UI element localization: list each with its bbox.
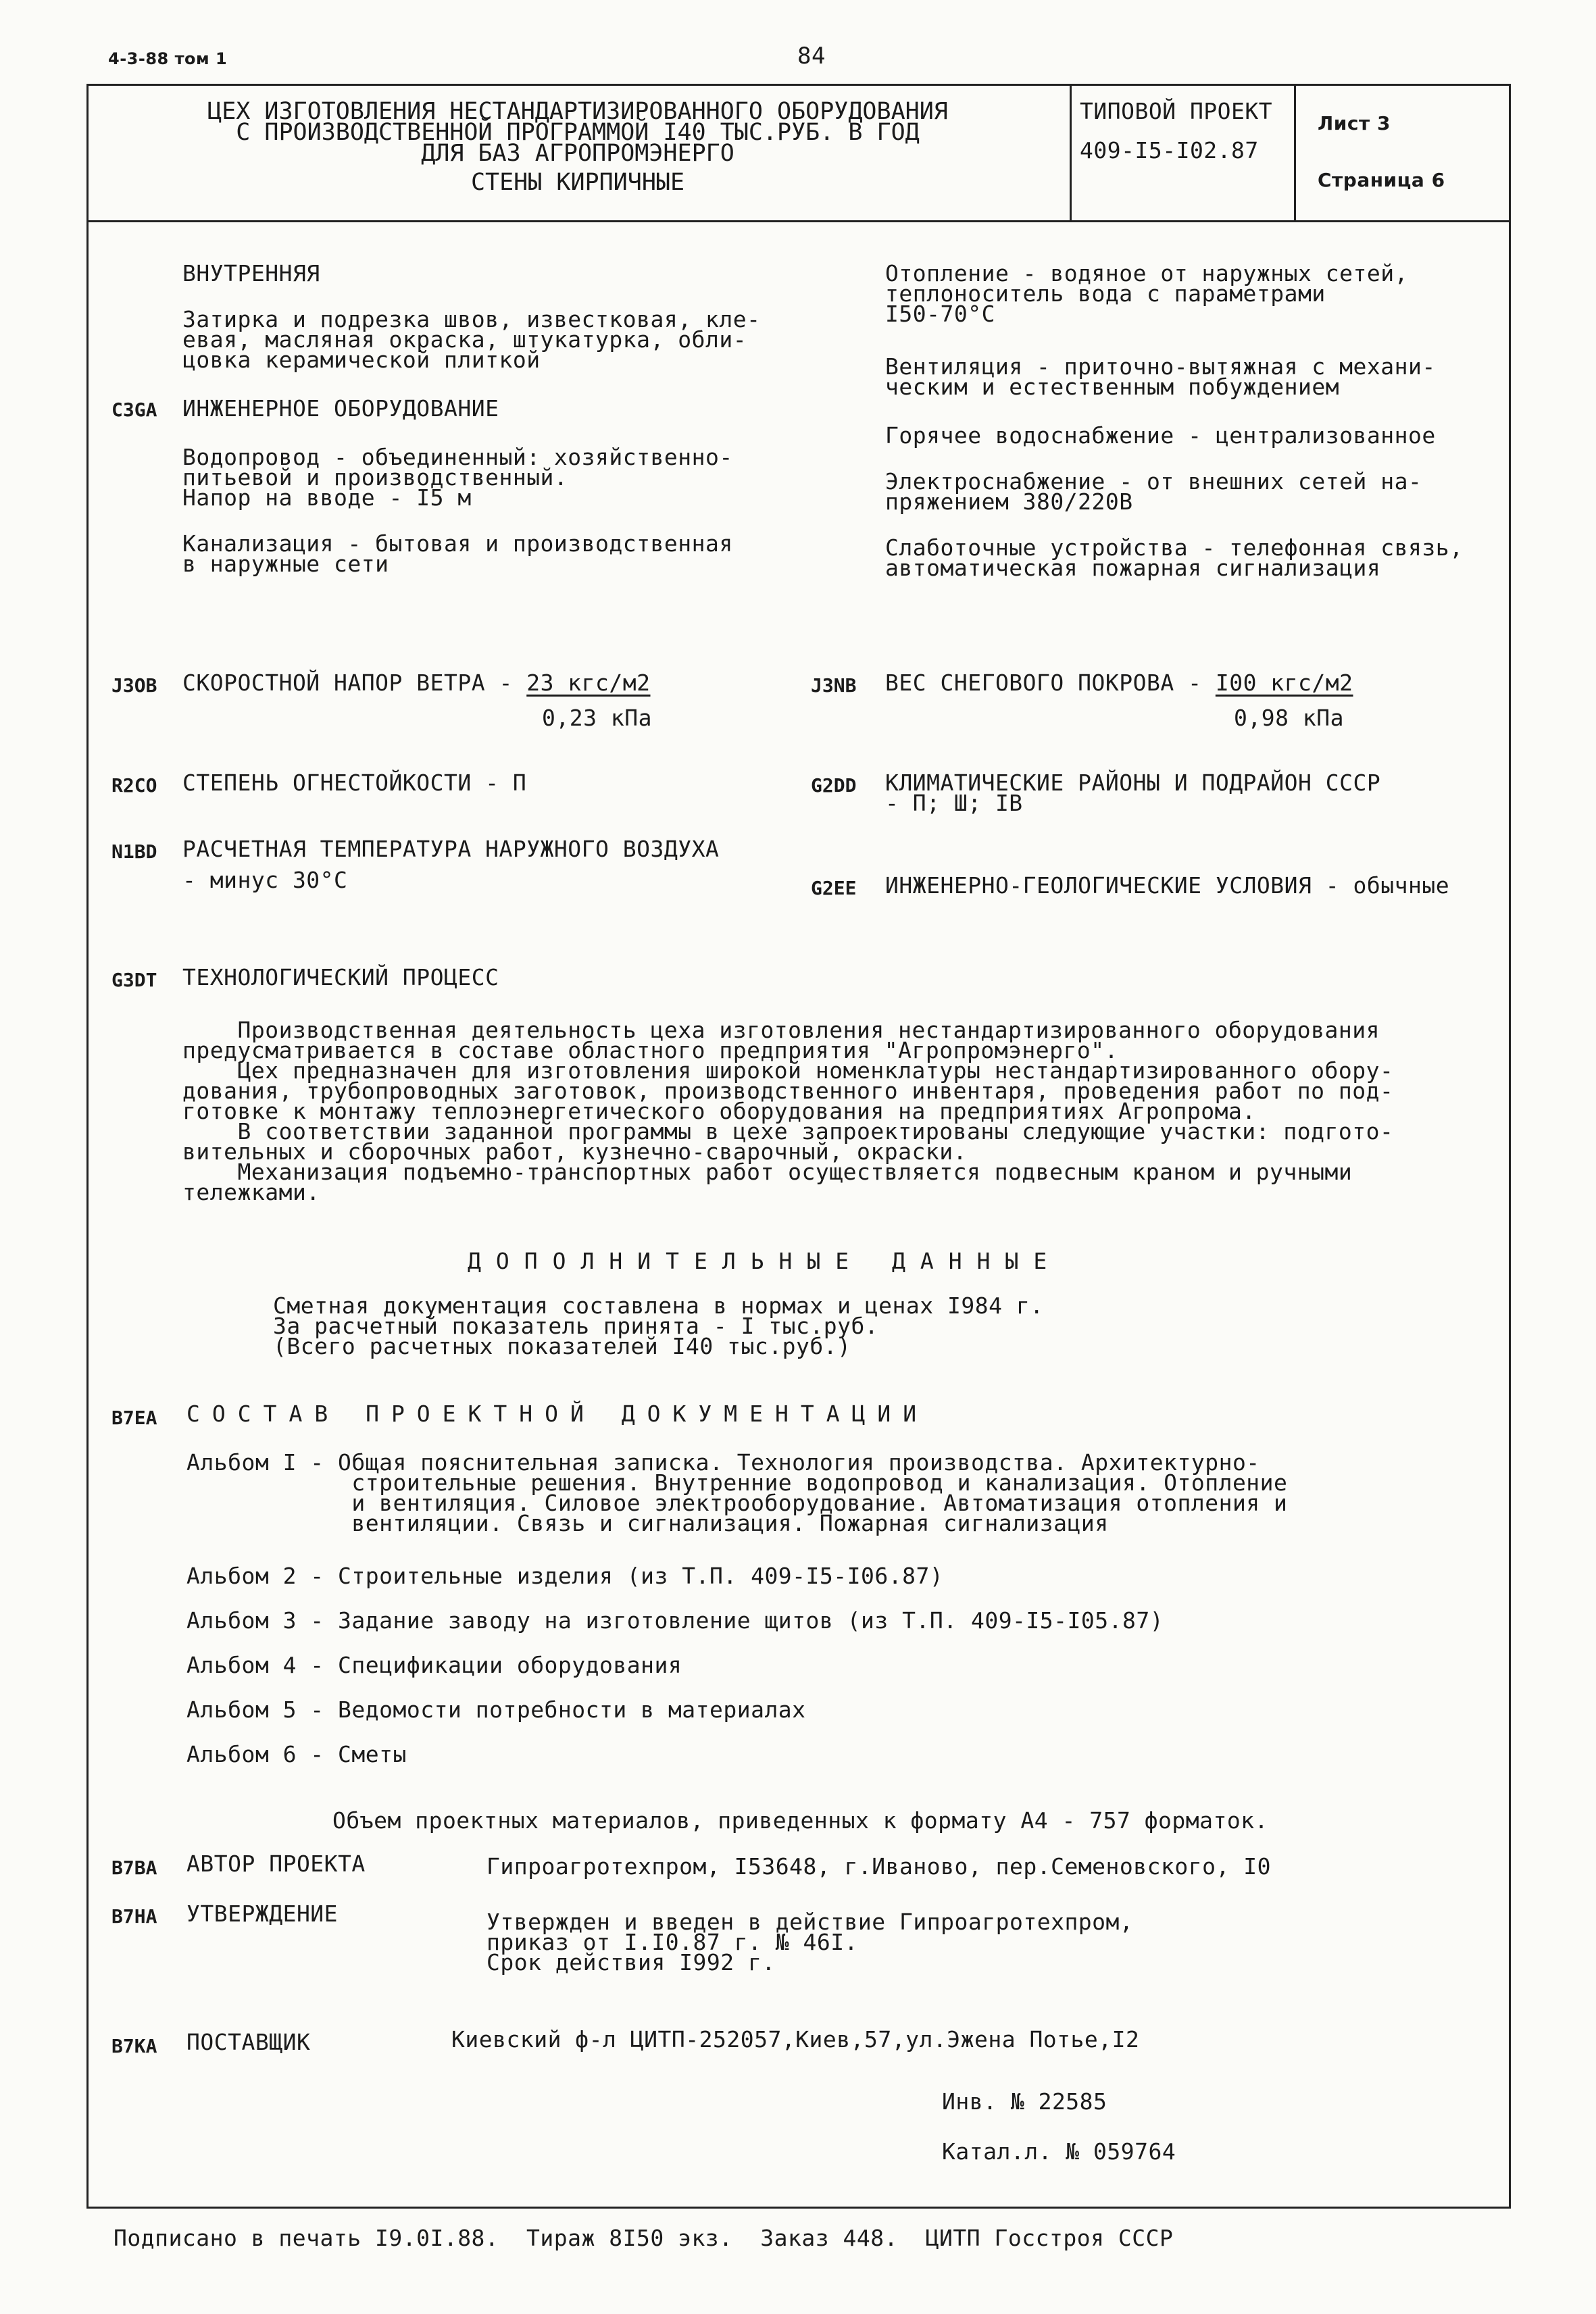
approval-line-2: приказ от I.I0.87 г. № 46I.: [487, 1929, 858, 1955]
snow-code: J3NB: [811, 674, 857, 697]
album-1-line-1: Альбом I - Общая пояснительная записка. Технология производства. Архитектурно-: [186, 1449, 1260, 1476]
frame-divider-2: [1294, 84, 1296, 222]
sewer-line-2: в наружные сети: [182, 551, 389, 577]
sewer-text: [182, 530, 733, 577]
snow-row: [885, 670, 1353, 696]
frame-bottom: [86, 2207, 1511, 2209]
approval-label: УТВЕРЖДЕНИЕ: [186, 1901, 339, 1927]
hot-water-text: Горячее водоснабжение - централизованное: [885, 422, 1436, 449]
process-line-4: дования, трубопроводных заготовок, производственного инвентаря, проведения работ по под-: [182, 1078, 1394, 1104]
internal-line-2: евая, масляная окраска, штукатурка, обли-: [182, 326, 747, 353]
catalog-number: Катал.л. № 059764: [942, 2138, 1176, 2165]
heating-line-2: теплоноситель вода с параметрами: [885, 280, 1326, 307]
eng-heading: ИНЖЕНЕРНОЕ ОБОРУДОВАНИЕ: [182, 395, 499, 422]
approval-text: [487, 1909, 1134, 1976]
temp-code: N1BD: [111, 840, 157, 863]
heating-line-1: Отопление - водяное от наружных сетей,: [885, 260, 1408, 286]
album-1: [186, 1449, 1288, 1536]
title-line-1: ЦЕХ ИЗГОТОВЛЕНИЯ НЕСТАНДАРТИЗИРОВАННОГО ОБОРУДОВАНИЯ: [207, 98, 948, 125]
supplier-code: B7KA: [111, 2035, 157, 2057]
document-ref: 4-3-88 том 1: [108, 49, 228, 68]
album-5: Альбом 5 - Ведомости потребности в материалах: [186, 1696, 806, 1723]
climate-line-1: КЛИМАТИЧЕСКИЕ РАЙОНЫ И ПОДРАЙОН СССР: [885, 770, 1381, 796]
composition-code: B7EA: [111, 1407, 157, 1429]
frame-top: [86, 84, 1511, 86]
power-line-1: Электроснабжение - от внешних сетей на-: [885, 468, 1422, 495]
page-number: 84: [797, 43, 826, 70]
frame-divider-1: [1070, 84, 1072, 222]
temp-text: [182, 836, 720, 893]
frame-left: [86, 84, 89, 2209]
lowcurrent-text: [885, 534, 1464, 581]
process-code: G3DT: [111, 969, 157, 991]
title-line-4: СТЕНЫ КИРПИЧНЫЕ: [470, 169, 685, 196]
project-label: ТИПОВОЙ ПРОЕКТ: [1080, 98, 1273, 124]
page-label: Страница 6: [1318, 169, 1445, 191]
wind-value: 23 кгс/м2: [526, 670, 651, 696]
temp-line-1: РАСЧЕТНАЯ ТЕМПЕРАТУРА НАРУЖНОГО ВОЗДУХА: [182, 836, 720, 862]
sheet-number: Лист 3: [1318, 112, 1391, 134]
temp-line-2: - минус 30°С: [182, 867, 348, 893]
supplier-text: Киевский ф-л ЦИТП-252057,Киев,57,ул.Эжена Потье,I2: [451, 2026, 1140, 2053]
climate-line-2: - П; Ш; IВ: [885, 790, 1023, 816]
supplier-label: ПОСТАВЩИК: [186, 2029, 311, 2055]
additional-line-3: (Всего расчетных показателей I40 тыс.руб.): [273, 1333, 851, 1359]
title-line-2: С ПРОИЗВОДСТВЕННОЙ ПРОГРАММОЙ I40 ТЫС.РУБ. В ГОД: [236, 119, 920, 146]
project-number: 409-I5-I02.87: [1080, 137, 1259, 164]
heating-line-3: I50-70°С: [885, 301, 995, 327]
wind-label: СКОРОСТНОЙ НАПОР ВЕТРА -: [182, 670, 527, 696]
wind-row: [182, 670, 651, 696]
eng-code: C3GA: [111, 399, 157, 421]
water-text: [182, 444, 733, 511]
frame-header-bottom: [86, 220, 1511, 222]
album-1-line-3: и вентиляция. Силовое электрооборудование. Автоматизация отопления и: [186, 1490, 1288, 1516]
fire-code: R2CO: [111, 774, 157, 797]
volume-text: Объем проектных материалов, приведенных к формату А4 - 757 форматок.: [332, 1807, 1269, 1834]
approval-line-3: Срок действия I992 г.: [487, 1949, 776, 1976]
climate-code: G2DD: [811, 774, 857, 797]
process-line-8: Механизация подъемно-транспортных работ осуществляется подвесным краном и ручными: [182, 1159, 1353, 1185]
water-line-3: Напор на вводе - I5 м: [182, 484, 472, 511]
title-line-3: ДЛЯ БАЗ АГРОПРОМЭНЕРГО: [421, 140, 734, 167]
heating-text: [885, 260, 1408, 327]
approval-line-1: Утвержден и введен в действие Гипроагротехпром,: [487, 1909, 1134, 1935]
process-line-3: Цех предназначен для изготовления широкой номенклатуры нестандартизированного обору-: [182, 1057, 1394, 1084]
lowcurrent-line-2: автоматическая пожарная сигнализация: [885, 555, 1381, 581]
fire-text: СТЕПЕНЬ ОГНЕСТОЙКОСТИ - П: [182, 770, 527, 796]
snow-label: ВЕС СНЕГОВОГО ПОКРОВА -: [885, 670, 1216, 696]
album-1-line-4: вентиляции. Связь и сигнализация. Пожарная сигнализация: [186, 1510, 1109, 1536]
print-footer: Подписано в печать I9.0I.88. Тираж 8I50 экз. Заказ 448. ЦИТП Госстроя СССР: [114, 2225, 1174, 2251]
process-line-2: предусматривается в составе областного предприятия "Агропромэнерго".: [182, 1037, 1119, 1063]
process-line-1: Производственная деятельность цеха изготовления нестандартизированного оборудования: [182, 1017, 1380, 1043]
composition-heading: СОСТАВ ПРОЕКТНОЙ ДОКУМЕНТАЦИИ: [186, 1401, 929, 1427]
title-block: [95, 98, 1061, 196]
internal-heading: ВНУТРЕННЯЯ: [182, 260, 320, 286]
additional-text: [273, 1292, 1044, 1359]
ventilation-text: [885, 353, 1436, 400]
power-line-2: пряжением 380/220В: [885, 488, 1133, 515]
album-2: Альбом 2 - Строительные изделия (из Т.П. 409-I5-I06.87): [186, 1563, 944, 1589]
inventory-number: Инв. № 22585: [942, 2088, 1107, 2115]
process-line-6: В соответствии заданной программы в цехе запроектированы следующие участки: подгото-: [182, 1118, 1394, 1145]
approval-code: B7HA: [111, 1905, 157, 1928]
water-line-2: питьевой и производственный.: [182, 464, 568, 491]
process-paragraph: [182, 1017, 1466, 1205]
author-code: B7BA: [111, 1857, 157, 1879]
author-label: АВТОР ПРОЕКТА: [186, 1851, 366, 1877]
water-line-1: Водопровод - объединенный: хозяйственно-: [182, 444, 733, 470]
album-1-line-2: строительные решения. Внутренние водопровод и канализация. Отопление: [186, 1469, 1288, 1496]
wind-kpa: 0,23 кПа: [542, 705, 652, 731]
power-text: [885, 468, 1422, 515]
snow-kpa: 0,98 кПа: [1234, 705, 1344, 731]
additional-heading: ДОПОЛНИТЕЛЬНЫЕ ДАННЫЕ: [468, 1248, 1062, 1274]
ventilation-line-2: ческим и естественным побуждением: [885, 374, 1340, 400]
process-line-9: тележками.: [182, 1179, 320, 1205]
process-line-7: вительных и сборочных работ, кузнечно-сварочный, окраски.: [182, 1138, 967, 1165]
process-heading: ТЕХНОЛОГИЧЕСКИЙ ПРОЦЕСС: [182, 964, 499, 990]
album-6: Альбом 6 - Сметы: [186, 1741, 407, 1767]
frame-right: [1509, 84, 1511, 2209]
lowcurrent-line-1: Слаботочные устройства - телефонная связь,: [885, 534, 1464, 561]
sewer-line-1: Канализация - бытовая и производственная: [182, 530, 733, 557]
author-text: Гипроагротехпром, I53648, г.Иваново, пер.Семеновского, I0: [487, 1853, 1271, 1880]
additional-line-1: Сметная документация составлена в нормах и ценах I984 г.: [273, 1292, 1044, 1319]
additional-line-2: За расчетный показатель принята - I тыс.руб.: [273, 1313, 879, 1339]
process-line-5: готовке к монтажу теплоэнергетического оборудования на предприятиях Агропрома.: [182, 1098, 1256, 1124]
geo-code: G2EE: [811, 877, 857, 899]
internal-text: [182, 306, 761, 373]
internal-line-3: цовка керамической плиткой: [182, 347, 541, 373]
snow-value: I00 кгс/м2: [1215, 670, 1353, 696]
internal-line-1: Затирка и подрезка швов, известковая, кле-: [182, 306, 761, 332]
climate-text: [885, 770, 1381, 816]
ventilation-line-1: Вентиляция - приточно-вытяжная с механи-: [885, 353, 1436, 380]
album-4: Альбом 4 - Спецификации оборудования: [186, 1652, 682, 1678]
album-3: Альбом 3 - Задание заводу на изготовление щитов (из Т.П. 409-I5-I05.87): [186, 1607, 1164, 1634]
geo-text: ИНЖЕНЕРНО-ГЕОЛОГИЧЕСКИЕ УСЛОВИЯ - обычные: [885, 872, 1450, 899]
wind-code: J3OB: [111, 674, 157, 697]
